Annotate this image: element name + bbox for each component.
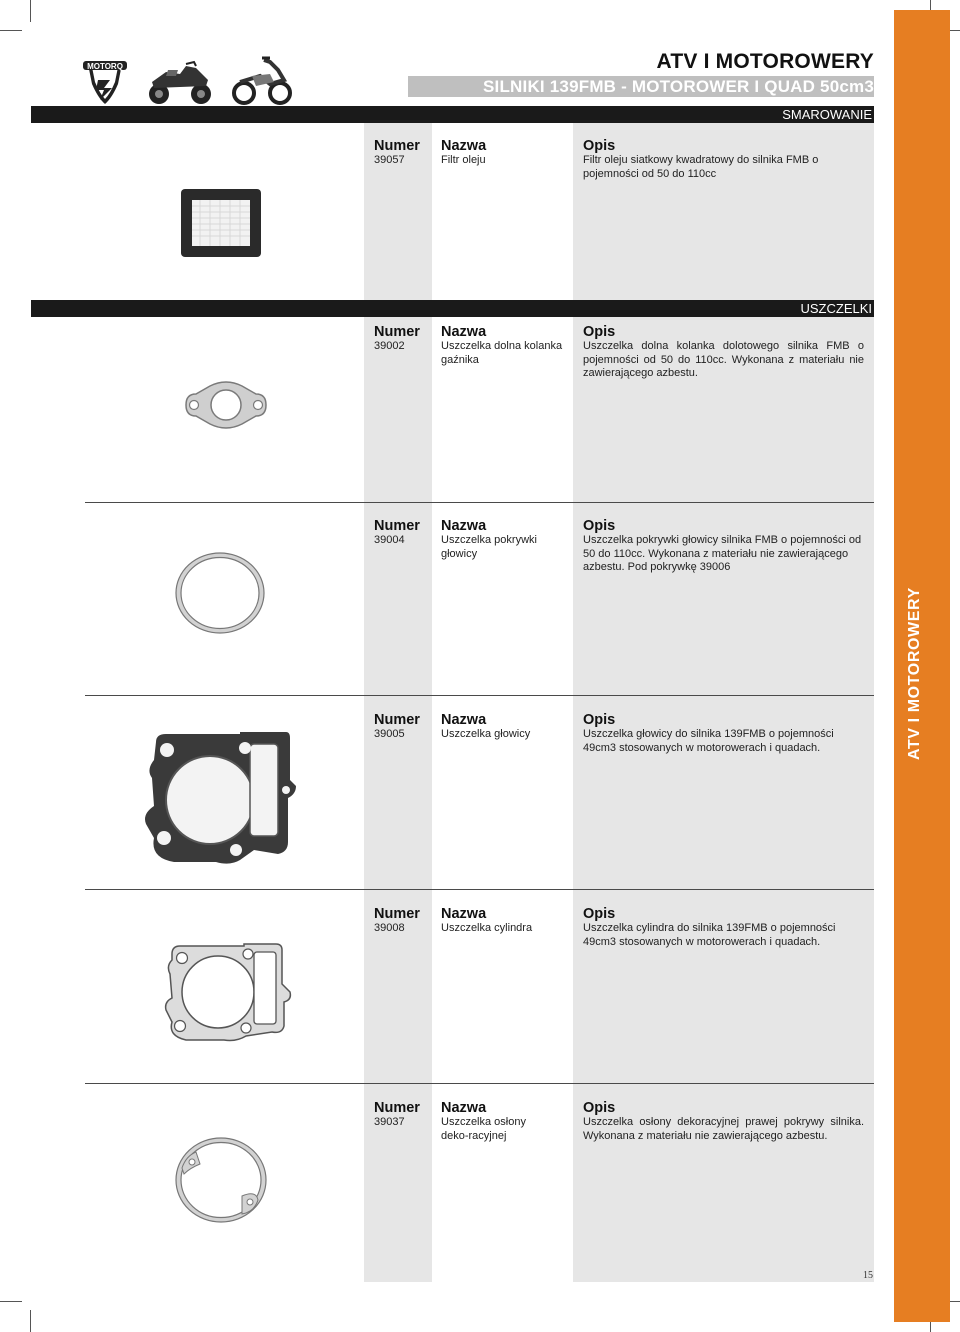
product-name: Uszczelka głowicy (441, 728, 531, 740)
description-label: Opis (583, 906, 616, 922)
crop-mark (0, 30, 22, 31)
row-separator (85, 1083, 874, 1084)
name-label: Nazwa (441, 138, 487, 154)
product-number: 39057 (374, 154, 405, 166)
product-description: Uszczelka pokrywki głowicy silnika FMB o pojemności od 50 do 110cc. Wykonana z materiału nie zawierającego azbestu. Pod pokrywkę 39006 (583, 534, 862, 573)
section-header-lubrication: SMAROWANIE (31, 106, 874, 123)
cover-gasket-image (172, 1134, 270, 1226)
head-gasket-image (140, 728, 298, 868)
description-label: Opis (583, 518, 616, 534)
number-label: Numer (374, 138, 420, 154)
description-label: Opis (583, 712, 616, 728)
section-header-gaskets: USZCZELKI (31, 300, 874, 317)
product-description: Uszczelka głowicy do silnika 139FMB o pojemności 49cm3 stosowanych w motorowerach i quadach. (583, 728, 834, 754)
product-number: 39005 (374, 728, 405, 740)
product-description: Uszczelka dolna kolanka dolotowego silnika FMB o pojemności od 50 do 110cc. Wykonana z materiału nie zawierającego azbestu. (583, 340, 864, 379)
name-label: Nazwa (441, 324, 487, 340)
row-separator (85, 889, 874, 890)
number-label: Numer (374, 518, 420, 534)
category-title: ATV I MOTOROWERY (656, 50, 874, 73)
scooter-image (230, 56, 294, 106)
number-label: Numer (374, 712, 420, 728)
side-band-text: ATV I MOTOROWERY (906, 587, 923, 760)
round-gasket-image (172, 550, 268, 636)
name-label: Nazwa (441, 712, 487, 728)
row-separator (85, 695, 874, 696)
name-label: Nazwa (441, 1100, 487, 1116)
description-label: Opis (583, 138, 616, 154)
name-label: Nazwa (441, 906, 487, 922)
quad-bike-image (146, 58, 214, 106)
product-name: Uszczelka pokrywki głowicy (441, 534, 537, 560)
description-label: Opis (583, 324, 616, 340)
product-number: 39037 (374, 1116, 405, 1128)
number-label: Numer (374, 1100, 420, 1116)
product-number: 39002 (374, 340, 405, 352)
crop-mark (30, 1310, 31, 1332)
product-description: Uszczelka osłony dekoracyjnej prawej pokrywy silnika. Wykonana z materiału nie zawierającego azbestu. (583, 1116, 864, 1142)
product-name: Filtr oleju (441, 154, 486, 166)
brand-logo (80, 58, 130, 108)
logo-text: MOTORQ (87, 62, 123, 71)
oil-filter-image (178, 186, 264, 260)
number-label: Numer (374, 324, 420, 340)
page-subtitle: SILNIKI 139FMB - MOTOROWER I QUAD 50cm3 (483, 77, 874, 96)
crop-mark (0, 1301, 22, 1302)
product-description: Uszczelka cylindra do silnika 139FMB o pojemności 49cm3 stosowanych w motorowerach i quadach. (583, 922, 836, 948)
description-label: Opis (583, 1100, 616, 1116)
page-number: 15 (863, 1270, 873, 1281)
product-name: Uszczelka dolna kolanka gaźnika (441, 340, 563, 366)
name-label: Nazwa (441, 518, 487, 534)
row-separator (85, 502, 874, 503)
description-column-bg (573, 123, 874, 1282)
product-number: 39004 (374, 534, 405, 546)
cylinder-gasket-image (162, 940, 296, 1044)
product-name: Uszczelka cylindra (441, 922, 533, 934)
intake-gasket-image (180, 376, 272, 434)
number-label: Numer (374, 906, 420, 922)
product-description: Filtr oleju siatkowy kwadratowy do silnika FMB o pojemności od 50 do 110cc (583, 154, 819, 180)
product-name: Uszczelka osłony deko-racyjnej (441, 1116, 526, 1142)
crop-mark (30, 0, 31, 22)
product-number: 39008 (374, 922, 405, 934)
